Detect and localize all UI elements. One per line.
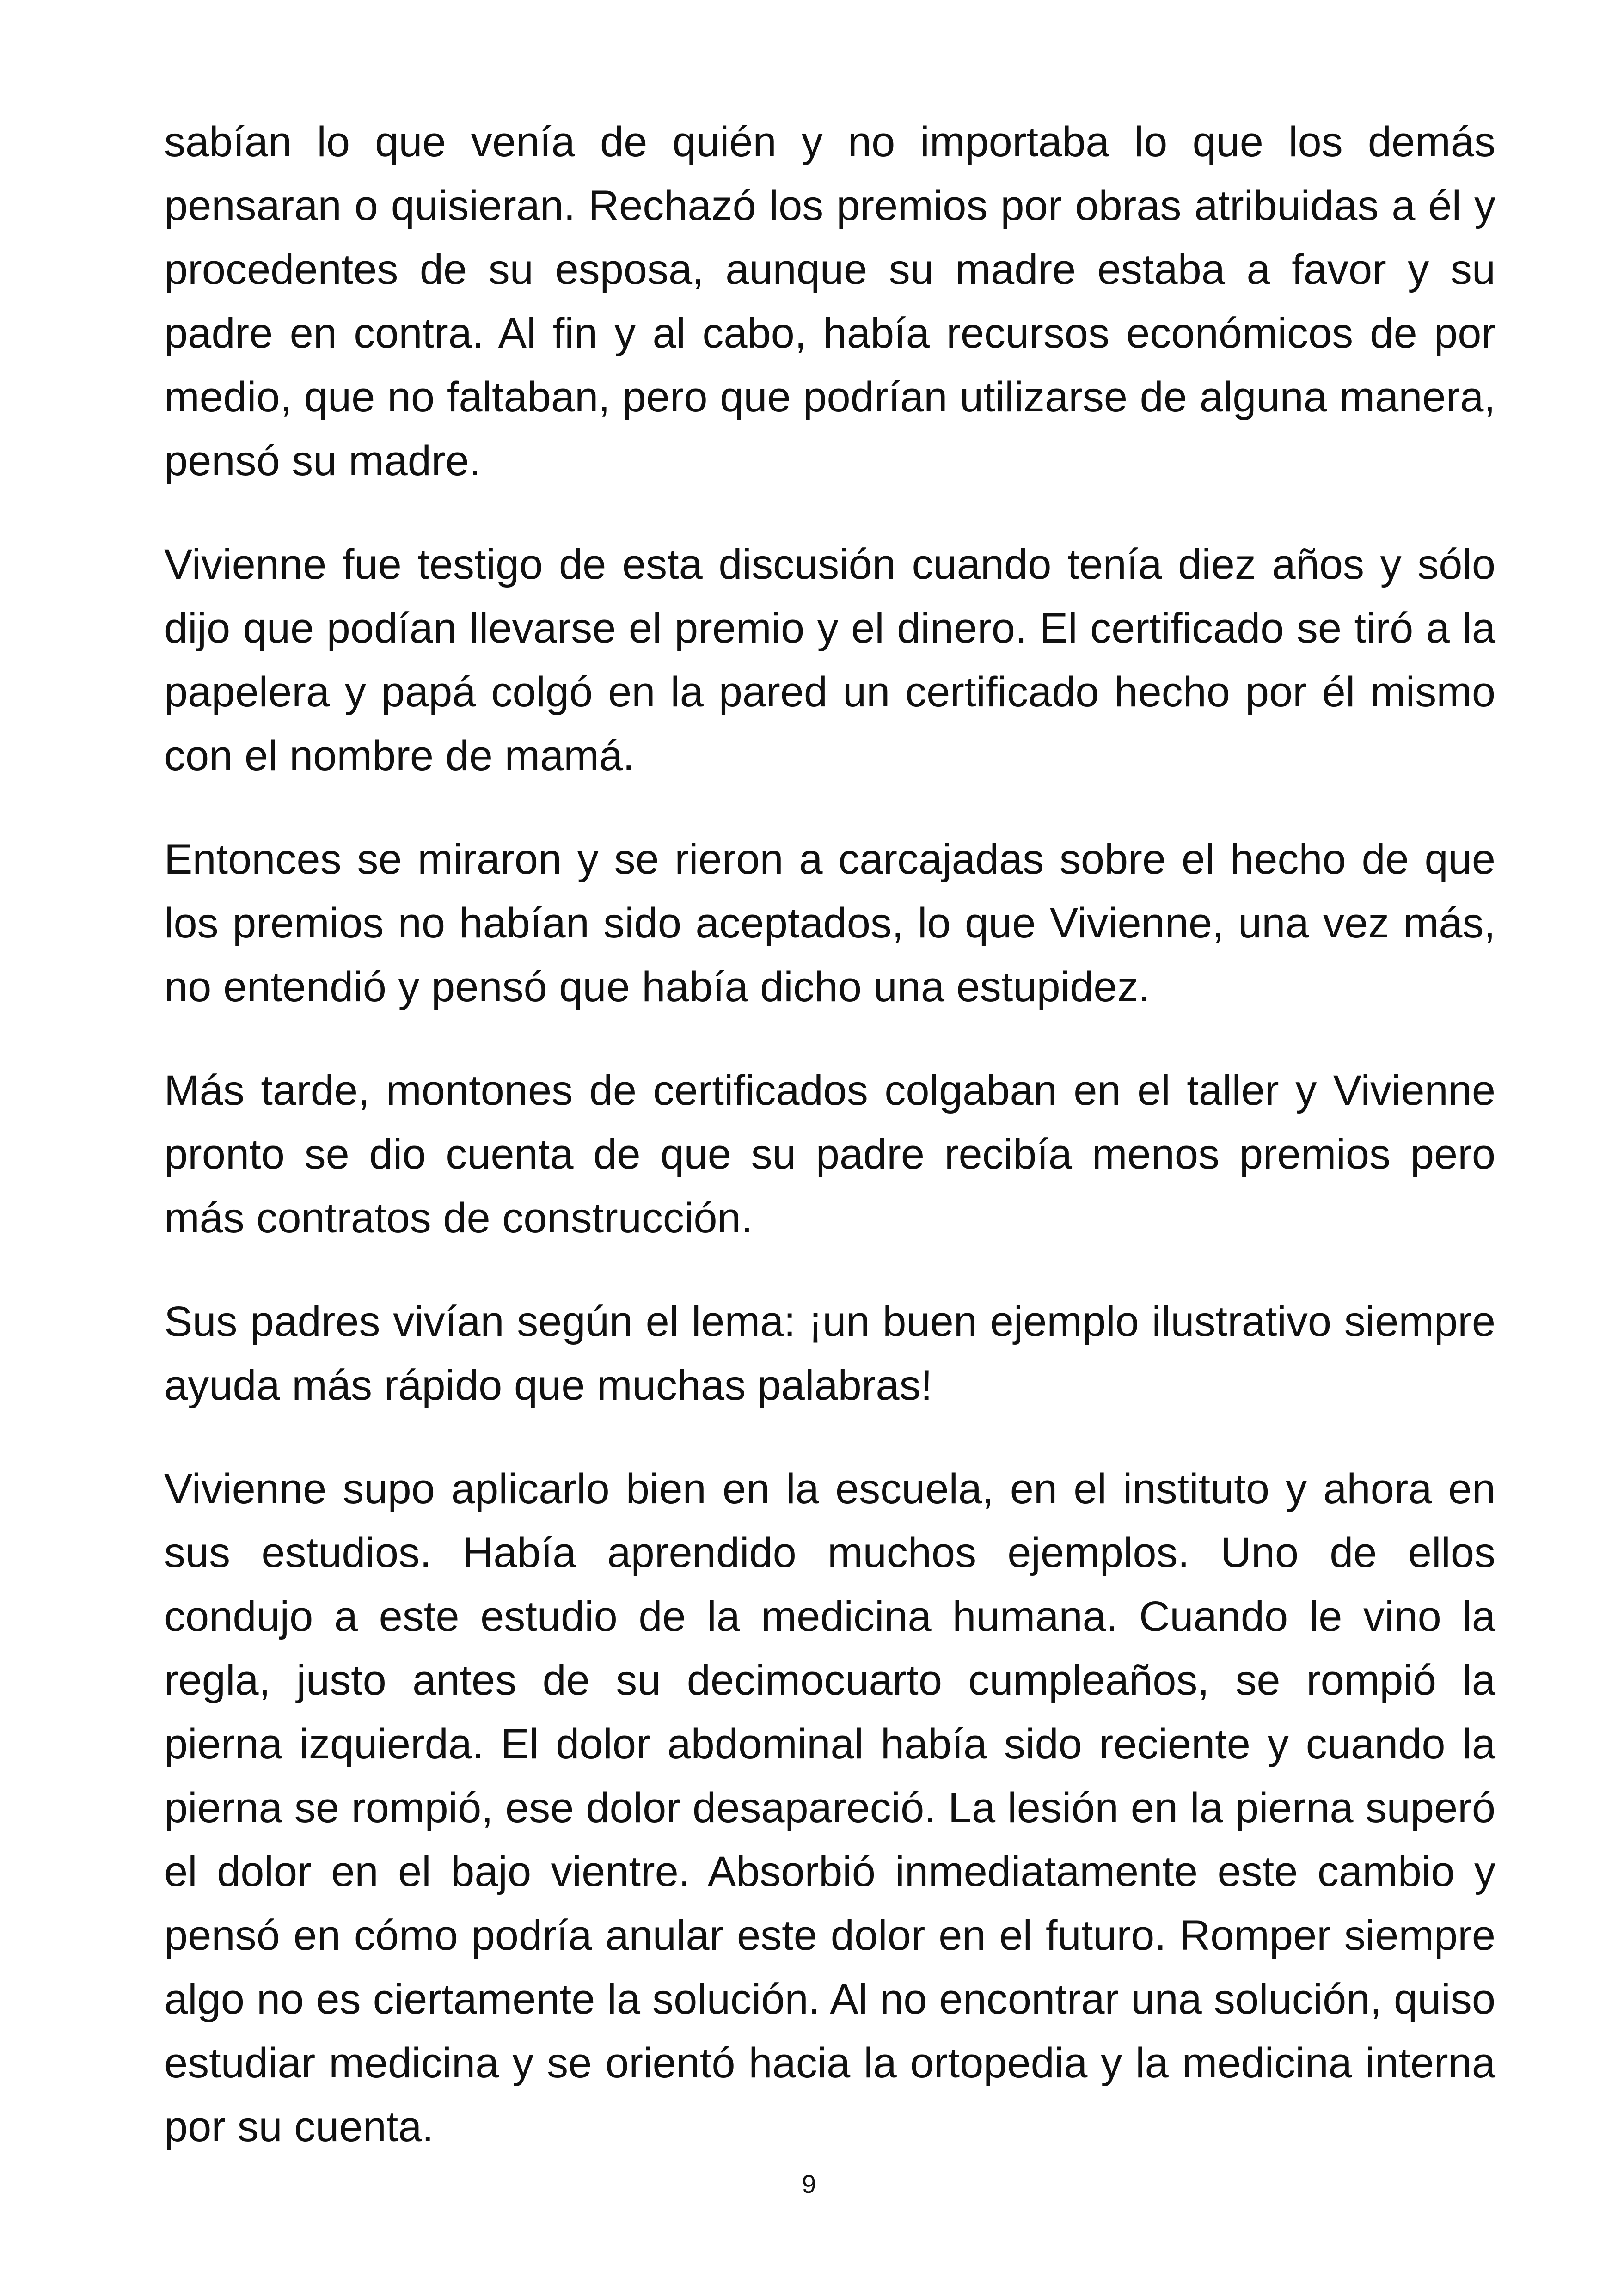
paragraph-4: Más tarde, montones de certificados colgaban en el taller y Vivienne pronto se dio cuenta de que su padre recibía menos premios pero más contratos de construcción. bbox=[164, 1067, 1495, 1242]
body-text bbox=[164, 110, 1495, 2198]
paragraph-1: sabían lo que venía de quién y no importaba lo que los demás pensaran o quisieran. Rechazó los premios por obras atribuidas a él y procedentes de su esposa, aunque su madre estaba a favor y su padre en contra. Al fin y al cabo, había recursos económicos de por medio, que no faltaban, pero que podrían utilizarse de alguna manera, pensó su madre. bbox=[164, 118, 1495, 484]
paragraph-3: Entonces se miraron y se rieron a carcajadas sobre el hecho de que los premios no habían sido aceptados, lo que Vivienne, una vez más, no entendió y pensó que había dicho una estupidez. bbox=[164, 836, 1495, 1010]
paragraph-2: Vivienne fue testigo de esta discusión cuando tenía diez años y sólo dijo que podían llevarse el premio y el dinero. El certificado se tiró a la papelera y papá colgó en la pared un certificado hecho por él mismo con el nombre de mamá. bbox=[164, 541, 1495, 779]
page-number: 9 bbox=[802, 2169, 816, 2198]
paragraph-6: Vivienne supo aplicarlo bien en la escuela, en el instituto y ahora en sus estudios. Había aprendido muchos ejemplos. Uno de ellos condujo a este estudio de la medicina humana. Cuando le vino la regla, justo antes de su decimocuarto cumpleaños, se rompió la pierna izquierda. El dolor abdominal había sido reciente y cuando la pierna se rompió, ese dolor desapareció. La lesión en la pierna superó el dolor en el bajo vientre. Absorbió inmediatamente este cambio y pensó en cómo podría anular este dolor en el futuro. Romper siempre algo no es ciertamente la solución. Al no encontrar una solución, quiso estudiar medicina y se orientó hacia la ortopedia y la medicina interna por su cuenta. bbox=[164, 1465, 1495, 2150]
paragraph-5: Sus padres vivían según el lema: ¡un buen ejemplo ilustrativo siempre ayuda más rápido que muchas palabras! bbox=[164, 1298, 1495, 1409]
